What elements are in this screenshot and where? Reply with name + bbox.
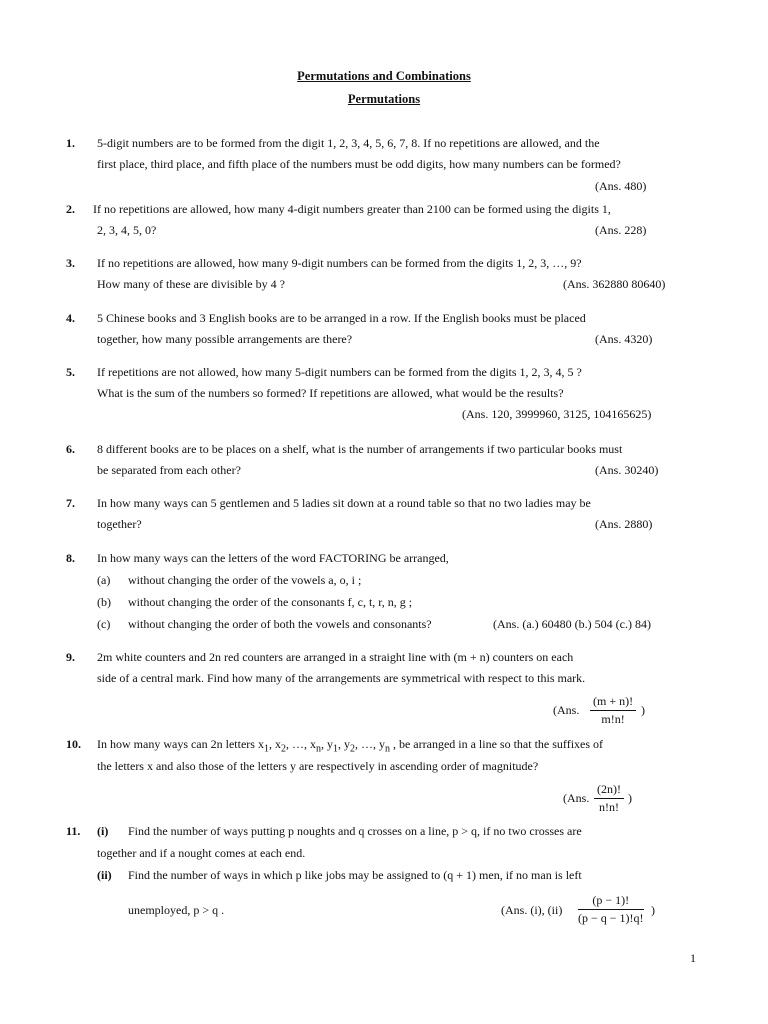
answer-suffix: ) (628, 791, 632, 805)
problem-text-line: 5-digit numbers are to be formed from the digit 1, 2, 3, 4, 5, 6, 7, 8. If no repetitions are allowed, and the (97, 136, 600, 150)
answer: (Ans. 362880 80640) (563, 277, 666, 291)
problem-number: 4. (66, 311, 75, 325)
page-title: Permutations and Combinations (297, 69, 471, 83)
problem-text-line: together, how many possible arrangements are there? (97, 332, 353, 346)
subpart-label: (c) (97, 617, 111, 631)
problem-number: 10. (66, 737, 81, 751)
problem-text-line: In how many ways can the letters of the word FACTORING be arranged, (97, 551, 449, 565)
problem-text-line: 2m white counters and 2n red counters are arranged in a straight line with (m + n) counters on each (97, 650, 574, 664)
answer-prefix: (Ans. (i), (ii) (501, 903, 563, 917)
subscript: 2 (280, 743, 286, 755)
text-segment: , …, y (354, 737, 385, 751)
problem-text-line: If no repetitions are allowed, how many 4-digit numbers greater than 2100 can be formed using the digits 1, (93, 202, 611, 216)
answer-suffix: ) (641, 703, 645, 717)
subpart-text: without changing the order of the consonants f, c, t, r, n, g ; (128, 595, 413, 609)
problem-number: 1. (66, 136, 75, 150)
problem-text-line: If repetitions are not allowed, how many 5-digit numbers can be formed from the digits 1, 2, 3, 4, 5 ? (97, 365, 582, 379)
text-segment: In how many ways can 2n letters x (97, 737, 264, 751)
problem-number: 11. (66, 824, 81, 838)
answer: (Ans. 2880) (595, 517, 653, 531)
text-segment: , y (337, 737, 350, 751)
problem-text-line: If no repetitions are allowed, how many 9-digit numbers can be formed from the digits 1, 2, 3, …, 9? (97, 256, 582, 270)
subscript: n (315, 743, 321, 755)
problem-number: 2. (66, 202, 75, 216)
problem-number: 3. (66, 256, 75, 270)
text-segment: , y (320, 737, 333, 751)
answer: (Ans. 4320) (595, 332, 653, 346)
problem-text-line: In how many ways can 5 gentlemen and 5 ladies sit down at a round table so that no two ladies may be (97, 496, 591, 510)
subpart-label: (b) (97, 595, 111, 609)
fraction-denominator: (p − q − 1)!q! (578, 911, 644, 925)
subscript: 1 (332, 743, 338, 755)
page-number: 1 (690, 951, 696, 965)
problem-text-line: How many of these are divisible by 4 ? (97, 277, 285, 291)
text-segment: , x (268, 737, 281, 751)
subscript: 2 (349, 743, 355, 755)
answer-prefix: (Ans. (553, 703, 580, 717)
answer: (Ans. 120, 3999960, 3125, 104165625) (462, 407, 652, 421)
problem-number: 6. (66, 442, 75, 456)
problem-number: 7. (66, 496, 75, 510)
subscript: 1 (263, 743, 269, 755)
problem-text-line: the letters x and also those of the letters y are respectively in ascending order of magnitude? (97, 759, 539, 773)
subpart-text: without changing the order of both the vowels and consonants? (128, 617, 432, 631)
answer: (Ans. 480) (595, 179, 647, 193)
answer: (Ans. 30240) (595, 463, 659, 477)
subscript: n (384, 743, 390, 755)
answer-suffix: ) (651, 903, 655, 917)
problem-text-line: side of a central mark. Find how many of the arrangements are symmetrical with respect to this mark. (97, 671, 586, 685)
fraction-numerator: (2n)! (594, 782, 624, 799)
problem-number: 8. (66, 551, 75, 565)
section-title: Permutations (347, 92, 421, 106)
problem-number: 9. (66, 650, 75, 664)
fraction-denominator: m!n! (601, 712, 625, 726)
problem-number: 5. (66, 365, 75, 379)
subpart-label: (i) (97, 824, 109, 838)
problem-text-line: first place, third place, and fifth place of the numbers must be odd digits, how many numbers can be formed? (97, 157, 621, 171)
problem-text-line: 2, 3, 4, 5, 0? (97, 223, 157, 237)
fraction-numerator: (m + n)! (590, 694, 636, 711)
fraction-denominator: n!n! (599, 800, 619, 814)
problem-text-line: together? (97, 517, 142, 531)
subpart-text: unemployed, p > q . (128, 903, 225, 917)
problem-text-line: be separated from each other? (97, 463, 241, 477)
subpart-text: without changing the order of the vowels a, o, i ; (128, 573, 362, 587)
problem-text-line: What is the sum of the numbers so formed? If repetitions are allowed, what would be the results? (97, 386, 564, 400)
subpart-label: (ii) (97, 868, 112, 882)
subpart-label: (a) (97, 573, 111, 587)
problem-text-line: 5 Chinese books and 3 English books are to be arranged in a row. If the English books must be placed (97, 311, 586, 325)
text-segment: , …, x (285, 737, 316, 751)
answer: (Ans. (a.) 60480 (b.) 504 (c.) 84) (493, 617, 651, 631)
subpart-text: Find the number of ways in which p like jobs may be assigned to (q + 1) men, if no man is left (128, 868, 582, 882)
fraction-numerator: (p − 1)! (578, 893, 644, 910)
answer: (Ans. 228) (595, 223, 647, 237)
answer-fraction (594, 782, 624, 815)
problem-text-line: together and if a nought comes at each end. (97, 846, 306, 860)
answer-fraction (590, 694, 636, 727)
problem-text-line (97, 737, 603, 754)
text-segment: , be arranged in a line so that the suffixes of (389, 737, 604, 751)
answer-prefix: (Ans. (563, 791, 590, 805)
problem-text-line: 8 different books are to be places on a shelf, what is the number of arrangements if two particular books must (97, 442, 623, 456)
subpart-text: Find the number of ways putting p noughts and q crosses on a line, p > q, if no two crosses are (128, 824, 582, 838)
answer-fraction (578, 893, 644, 926)
